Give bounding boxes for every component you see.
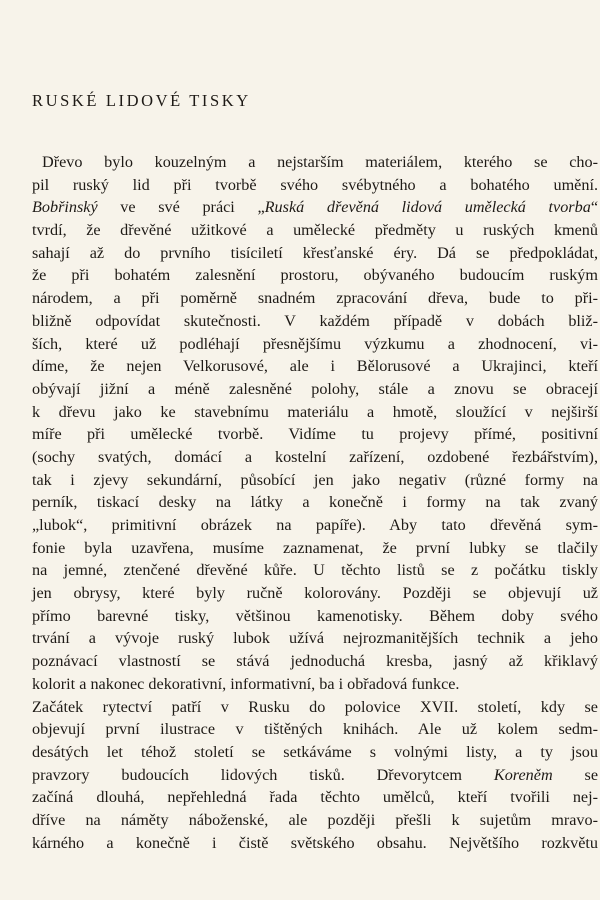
- text-line: že při bohatém zalesnění prostoru, obývaného budoucím ruským: [32, 266, 598, 285]
- text-line: pil ruský lid při tvorbě svého svébytného a bohatého umění.: [32, 175, 598, 194]
- text-line: tvrdí, že dřevěné užitkové a umělecké předměty u ruských kmenů: [32, 221, 598, 240]
- text-line: Bobřinský ve své práci „Ruská dřevěná lidová umělecká tvorba“: [32, 198, 598, 217]
- text-line: přímo barevné tisky, většinou kamenotisky. Během doby svého: [32, 606, 598, 625]
- text-line: perník, tiskací desky na látky a konečně i formy na tak zvaný: [32, 493, 598, 512]
- text-line: fonie byla uzavřena, musíme zaznamenat, že první lubky se tlačily: [32, 538, 598, 557]
- text-line: Dřevo bylo kouzelným a nejstarším materiálem, kterého se cho-: [42, 153, 598, 171]
- text-line: pravzory budoucích lidových tisků. Dřevorytcem Koreněm se: [32, 765, 598, 784]
- text-line: k dřevu jako ke stavebnímu materiálu a hmotě, sloužící v nejširší: [32, 402, 598, 421]
- text-line: jen obrysy, které byly ručně kolorovány. Později se objevují už: [32, 584, 598, 603]
- text-line: „lubok“, primitivní obrázek na papíře). Aby tato dřevěná sym-: [32, 516, 598, 534]
- text-line: objevují první ilustrace v tištěných knihách. Ale už kolem sedm-: [32, 720, 598, 739]
- text-line: trvání a vývoje ruský lubok užívá nejrozmanitějších technik a jeho: [32, 629, 598, 648]
- paragraph-2: [32, 696, 598, 855]
- text-line: poznávací vlastností se stává jednoduchá kresba, jasný až křiklavý: [32, 652, 598, 671]
- body-text: [32, 151, 598, 854]
- text-line: kolorit a nakonec dekorativní, informativní, ba i obřadová funkce.: [32, 674, 460, 693]
- text-line: bližně odpovídat skutečnosti. V každém případě v dobách bliž-: [32, 311, 598, 330]
- paragraph-1: [32, 151, 598, 696]
- chapter-title: RUSKÉ LIDOVÉ TISKY: [32, 91, 251, 110]
- text-line: dříve na náměty náboženské, ale později přešli k sujetům mravo-: [32, 810, 598, 829]
- text-line: desátých let téhož století se setkáváme s volnými listy, a ty jsou: [32, 742, 598, 761]
- text-line: na jemné, ztenčené dřevěné kůře. U těchto listů se z počátku tiskly: [32, 561, 598, 580]
- text-line: kárného a konečně i čistě světského obsahu. Největšího rozkvětu: [32, 833, 598, 852]
- text-line: ších, které už podléhají přesnějšímu výzkumu a zhodnocení, vi-: [32, 334, 598, 353]
- text-line: Začátek rytectví patří v Rusku do polovice XVII. století, kdy se: [32, 697, 598, 716]
- text-line: začíná dlouhá, nepřehledná řada těchto umělců, kteří tvořili nej-: [32, 788, 598, 807]
- text-line: tak i zjevy sekundární, působící jen jako negativ (různé formy na: [32, 470, 598, 489]
- text-line: sahají až do prvního tisíciletí křesťanské éry. Dá se předpokládat,: [32, 243, 598, 262]
- text-line: národem, a při poměrně snadném zpracování dřeva, bude to při-: [32, 289, 598, 308]
- text-line: (sochy svatých, domácí a kostelní zařízení, ozdobené řezbářstvím),: [32, 447, 598, 466]
- text-line: díme, že nejen Velkorusové, ale i Bělorusové a Ukrajinci, kteří: [32, 357, 598, 376]
- text-line: míře při umělecké tvorbě. Vidíme tu projevy přímé, positivní: [32, 425, 598, 444]
- text-line: obývají jižní a méně zalesněné polohy, stále a znovu se obracejí: [32, 379, 598, 398]
